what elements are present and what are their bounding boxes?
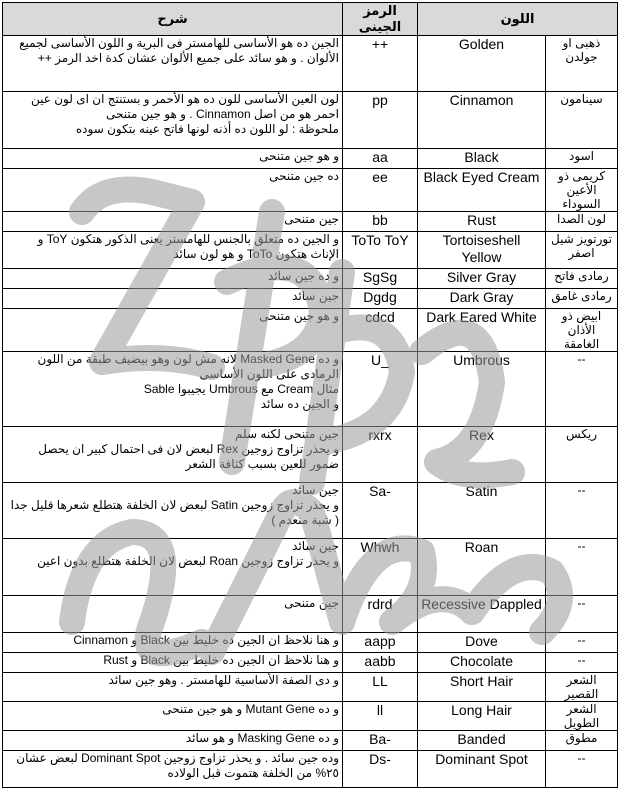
genetic-symbol-cell: Sa- (343, 483, 418, 539)
color-arabic-cell: تورتويز شيل اصفر (546, 232, 618, 269)
color-english-cell: Banded (418, 731, 546, 751)
explanation-line: ملحوظة : لو اللون ده أذنه لونها فاتح عينه بتكون سوده (75, 122, 339, 136)
color-english-cell: Black (418, 149, 546, 169)
color-english-cell: Dove (418, 633, 546, 653)
color-arabic-cell: ابيض ذو الأذان الغامقة (546, 309, 618, 352)
explanation-line: و يحذر تزاوج زوجين Satin لبعض لان الخلفة هتطلع شعرها قليل جدا ( شبة منعدم ) (10, 498, 339, 527)
explanation-line: و ده Masking Gene و هو سائد (185, 731, 339, 745)
explanation-line: وده جين سائد . و يحذر تزاوج زوجين Dominant Spot لبعض عشان ٢٥% من الخلفة هتموت قبل الولاده (16, 751, 339, 780)
explanation-cell (3, 751, 343, 788)
table-row-chocolate (3, 653, 618, 673)
color-arabic-cell: -- (546, 751, 618, 788)
genetic-symbol-cell: rdrd (343, 596, 418, 633)
genetic-symbol-cell: Ba- (343, 731, 418, 751)
color-english-cell: Rex (418, 427, 546, 483)
explanation-cell (3, 427, 343, 483)
table-row-golden (3, 36, 618, 92)
color-english-cell: Dominant Spot (418, 751, 546, 788)
explanation-line: جين متنحى (284, 596, 339, 610)
explanation-cell (3, 596, 343, 633)
table-row-long-hair (3, 702, 618, 731)
genetic-symbol-cell: ee (343, 169, 418, 212)
genetic-symbol-cell: LL (343, 673, 418, 702)
genetic-symbol-cell: pp (343, 92, 418, 149)
explanation-line: و يحذر تزاوج زوجين Rex لبعض لان فى احتمال كبير ان يحصل ضمور للعين بسبب كثافة الشعر (38, 442, 339, 471)
header-genetic-symbol: الرمز الجينى (343, 3, 418, 36)
color-arabic-cell: الشعر القصير (546, 673, 618, 702)
explanation-cell (3, 702, 343, 731)
color-arabic-cell: -- (546, 633, 618, 653)
color-arabic-cell: -- (546, 539, 618, 596)
explanation-cell (3, 169, 343, 212)
color-arabic-cell: الشعر الطويل (546, 702, 618, 731)
table-row-cinnamon (3, 92, 618, 149)
color-english-cell: Long Hair (418, 702, 546, 731)
color-english-cell: Golden (418, 36, 546, 92)
explanation-line: و هنا نلاحظ ان الجين ده خليط بين Black و Cinnamon (73, 633, 339, 647)
explanation-line: و دى الصفة الأساسية للهامستر . وهو جين سائد (108, 673, 339, 687)
genetic-symbol-cell: SgSg (343, 269, 418, 289)
table-row-satin (3, 483, 618, 539)
table-row-silver-gray (3, 269, 618, 289)
genetic-symbol-cell: U_ (343, 352, 418, 427)
color-arabic-cell: ريكس (546, 427, 618, 483)
color-english-cell: Chocolate (418, 653, 546, 673)
page (2, 2, 617, 780)
explanation-cell (3, 309, 343, 352)
genetic-symbol-cell: aabb (343, 653, 418, 673)
color-english-cell: Tortoiseshell Yellow (418, 232, 546, 269)
explanation-line: و ده Mutant Gene و هو جين متنحى (162, 702, 339, 716)
explanation-cell (3, 232, 343, 269)
explanation-line: الجين ده هو الأساسى للهامستر فى البرية و اللون الأساسى لجميع الألوان . و هو سائد على جميع الألوان عشان كدة اخد الرمز ++ (19, 36, 339, 65)
hamster-genetics-table (2, 2, 618, 788)
explanation-line: و ده جين سائد (268, 269, 339, 283)
explanation-cell (3, 212, 343, 232)
genetic-symbol-cell: Whwh (343, 539, 418, 596)
explanation-line: و هو جين متنحى (259, 149, 339, 163)
genetic-symbol-cell: ++ (343, 36, 418, 92)
table-row-black (3, 149, 618, 169)
table-row-banded (3, 731, 618, 751)
explanation-line: جين متنحى لكنه سلم (235, 427, 339, 441)
table-row-rust (3, 212, 618, 232)
explanation-line: لون العين الأساسى للون ده هو الأحمر و بستنتج ان اى لون عين احمر هو من اصل Cinnamon . و هو جين متنحى (30, 92, 339, 121)
genetic-symbol-cell: aa (343, 149, 418, 169)
table-row-tortoiseshell-yellow (3, 232, 618, 269)
explanation-line: و ده Masked Gene لانه مش لون وهو بيضيف طبقة من اللون الرمادى على اللون الأساسى (37, 352, 339, 381)
explanation-line: و هو جين متنحى (259, 309, 339, 323)
color-english-cell: Dark Gray (418, 289, 546, 309)
table-row-dove (3, 633, 618, 653)
color-english-cell: Cinnamon (418, 92, 546, 149)
color-arabic-cell: كريمى ذو الأعين السوداء (546, 169, 618, 212)
color-arabic-cell: ذهبى او جولدن (546, 36, 618, 92)
color-arabic-cell: رمادى غامق (546, 289, 618, 309)
table-row-rex (3, 427, 618, 483)
explanation-cell (3, 149, 343, 169)
color-arabic-cell: مطوق (546, 731, 618, 751)
color-english-cell: Black Eyed Cream (418, 169, 546, 212)
color-arabic-cell: -- (546, 483, 618, 539)
explanation-line: و يحذر تزاوج زوجين Roan لبعض لان الخلفة هتطلع بدون اعين (37, 554, 339, 568)
color-arabic-cell: اسود (546, 149, 618, 169)
explanation-line: ده جين متنحى (269, 169, 339, 183)
explanation-cell (3, 269, 343, 289)
explanation-cell (3, 92, 343, 149)
color-arabic-cell: رمادى فاتح (546, 269, 618, 289)
table-row-umbrous (3, 352, 618, 427)
color-arabic-cell: لون الصدا (546, 212, 618, 232)
explanation-line: و الجين ده متعلق بالجنس للهامستر يعنى الذكور هتكون ToY و الإناث هتكون ToTo و هو لون سائد (37, 232, 339, 261)
color-english-cell: Recessive Dappled (418, 596, 546, 633)
table-row-dark-gray (3, 289, 618, 309)
table-row-short-hair (3, 673, 618, 702)
genetic-symbol-cell: ll (343, 702, 418, 731)
explanation-line: جين سائد (292, 483, 339, 497)
color-english-cell: Dark Eared White (418, 309, 546, 352)
color-arabic-cell: -- (546, 653, 618, 673)
explanation-cell (3, 673, 343, 702)
explanation-cell (3, 36, 343, 92)
explanation-line: و الجين ده سائد (260, 397, 339, 411)
color-english-cell: Short Hair (418, 673, 546, 702)
genetic-symbol-cell: bb (343, 212, 418, 232)
explanation-cell (3, 539, 343, 596)
table-row-black-eyed-cream (3, 169, 618, 212)
table-row-roan (3, 539, 618, 596)
explanation-cell (3, 653, 343, 673)
explanation-line: جين سائد (292, 539, 339, 553)
header-color: اللون (418, 3, 618, 36)
color-english-cell: Umbrous (418, 352, 546, 427)
explanation-cell (3, 289, 343, 309)
explanation-line: جين سائد (292, 289, 339, 303)
explanation-cell (3, 731, 343, 751)
header-explanation: شرح (3, 3, 343, 36)
genetic-symbol-cell: Dgdg (343, 289, 418, 309)
genetic-symbol-cell: rxrx (343, 427, 418, 483)
genetic-symbol-cell: ToTo ToY (343, 232, 418, 269)
genetic-symbol-cell: cdcd (343, 309, 418, 352)
color-english-cell: Silver Gray (418, 269, 546, 289)
table-row-dominant-spot (3, 751, 618, 788)
table-body (3, 36, 618, 788)
explanation-line: جين متنحى (284, 212, 339, 226)
color-arabic-cell: سينامون (546, 92, 618, 149)
color-english-cell: Rust (418, 212, 546, 232)
table-row-dark-eared-white (3, 309, 618, 352)
color-english-cell: Satin (418, 483, 546, 539)
explanation-cell (3, 483, 343, 539)
table-row-recessive-dappled (3, 596, 618, 633)
color-english-cell: Roan (418, 539, 546, 596)
color-arabic-cell: -- (546, 596, 618, 633)
explanation-cell (3, 633, 343, 653)
explanation-cell (3, 352, 343, 427)
color-arabic-cell: -- (546, 352, 618, 427)
explanation-line: مثال Cream مع Umbrous يجيبوا Sable (143, 382, 339, 396)
genetic-symbol-cell: aapp (343, 633, 418, 653)
explanation-line: و هنا نلاحظ ان الجين ده خليط بين Black و Rust (103, 653, 339, 667)
genetic-symbol-cell: Ds- (343, 751, 418, 788)
header-row (3, 3, 618, 36)
